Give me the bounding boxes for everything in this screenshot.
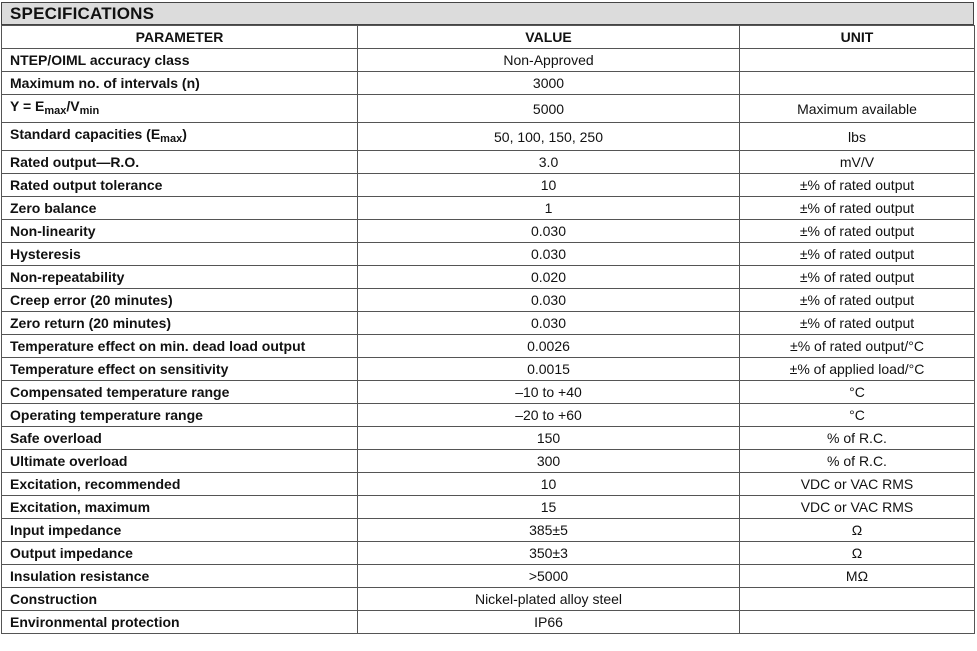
value-cell: 3000	[358, 72, 740, 95]
value-cell: 0.030	[358, 289, 740, 312]
table-row	[2, 243, 975, 266]
specifications-table	[1, 25, 975, 634]
value-cell: >5000	[358, 565, 740, 588]
table-row	[2, 123, 975, 151]
unit-cell	[740, 49, 975, 72]
value-cell: 150	[358, 427, 740, 450]
parameter-cell: Temperature effect on sensitivity	[2, 358, 358, 381]
header-value: VALUE	[358, 26, 740, 49]
value-cell: 15	[358, 496, 740, 519]
value-cell: Nickel-plated alloy steel	[358, 588, 740, 611]
unit-cell: ±% of rated output	[740, 312, 975, 335]
unit-cell: ±% of rated output	[740, 266, 975, 289]
table-row	[2, 335, 975, 358]
parameter-cell: Operating temperature range	[2, 404, 358, 427]
unit-cell: VDC or VAC RMS	[740, 473, 975, 496]
value-cell: –10 to +40	[358, 381, 740, 404]
unit-cell: ±% of rated output	[740, 197, 975, 220]
parameter-cell: Input impedance	[2, 519, 358, 542]
parameter-cell	[2, 123, 358, 151]
section-title: SPECIFICATIONS	[1, 2, 974, 25]
parameter-cell: Ultimate overload	[2, 450, 358, 473]
unit-cell: ±% of rated output	[740, 289, 975, 312]
parameter-cell: Zero balance	[2, 197, 358, 220]
unit-cell	[740, 611, 975, 634]
value-cell: 0.0026	[358, 335, 740, 358]
value-cell: 0.020	[358, 266, 740, 289]
value-cell: 1	[358, 197, 740, 220]
unit-cell: MΩ	[740, 565, 975, 588]
value-cell: 10	[358, 473, 740, 496]
value-cell: 0.030	[358, 220, 740, 243]
subscript-text: max	[160, 133, 183, 145]
value-cell: –20 to +60	[358, 404, 740, 427]
unit-cell	[740, 72, 975, 95]
table-row	[2, 496, 975, 519]
parameter-cell: Non-linearity	[2, 220, 358, 243]
table-row	[2, 565, 975, 588]
unit-cell: % of R.C.	[740, 450, 975, 473]
value-cell: 0.030	[358, 243, 740, 266]
table-body	[2, 49, 975, 634]
table-row	[2, 542, 975, 565]
header-parameter: PARAMETER	[2, 26, 358, 49]
parameter-cell: Construction	[2, 588, 358, 611]
parameter-cell: Non-repeatability	[2, 266, 358, 289]
table-row	[2, 174, 975, 197]
unit-cell: Ω	[740, 519, 975, 542]
unit-cell: °C	[740, 404, 975, 427]
value-cell: Non-Approved	[358, 49, 740, 72]
value-cell: 385±5	[358, 519, 740, 542]
unit-cell: mV/V	[740, 151, 975, 174]
parameter-cell: Output impedance	[2, 542, 358, 565]
table-row	[2, 95, 975, 123]
value-cell: 350±3	[358, 542, 740, 565]
table-row	[2, 289, 975, 312]
table-row	[2, 312, 975, 335]
table-row	[2, 588, 975, 611]
parameter-cell: Rated output tolerance	[2, 174, 358, 197]
table-row	[2, 197, 975, 220]
table-row	[2, 404, 975, 427]
subscript-text: max	[44, 105, 67, 117]
table-row	[2, 450, 975, 473]
value-cell: 5000	[358, 95, 740, 123]
value-cell: 300	[358, 450, 740, 473]
specifications-sheet	[1, 2, 974, 634]
parameter-text: /V	[66, 98, 80, 114]
unit-cell: °C	[740, 381, 975, 404]
parameter-cell: Excitation, maximum	[2, 496, 358, 519]
parameter-cell: Zero return (20 minutes)	[2, 312, 358, 335]
header-unit: UNIT	[740, 26, 975, 49]
value-cell: 0.0015	[358, 358, 740, 381]
parameter-cell: Excitation, recommended	[2, 473, 358, 496]
parameter-text: )	[182, 126, 187, 142]
table-row	[2, 427, 975, 450]
subscript-text: min	[79, 105, 100, 117]
parameter-cell: Rated output—R.O.	[2, 151, 358, 174]
value-cell: IP66	[358, 611, 740, 634]
table-row	[2, 220, 975, 243]
parameter-text: Y = E	[10, 98, 45, 114]
parameter-cell: NTEP/OIML accuracy class	[2, 49, 358, 72]
parameter-cell: Maximum no. of intervals (n)	[2, 72, 358, 95]
parameter-cell	[2, 95, 358, 123]
parameter-cell: Compensated temperature range	[2, 381, 358, 404]
table-row	[2, 473, 975, 496]
parameter-cell: Hysteresis	[2, 243, 358, 266]
unit-cell: ±% of rated output	[740, 220, 975, 243]
unit-cell: VDC or VAC RMS	[740, 496, 975, 519]
value-cell: 10	[358, 174, 740, 197]
table-row	[2, 266, 975, 289]
value-cell: 0.030	[358, 312, 740, 335]
table-header-row	[2, 26, 975, 49]
table-row	[2, 519, 975, 542]
unit-cell	[740, 588, 975, 611]
value-cell: 3.0	[358, 151, 740, 174]
unit-cell: Maximum available	[740, 95, 975, 123]
unit-cell: Ω	[740, 542, 975, 565]
unit-cell: ±% of rated output/°C	[740, 335, 975, 358]
value-cell: 50, 100, 150, 250	[358, 123, 740, 151]
parameter-cell: Temperature effect on min. dead load output	[2, 335, 358, 358]
table-row	[2, 49, 975, 72]
unit-cell: ±% of rated output	[740, 243, 975, 266]
table-row	[2, 381, 975, 404]
unit-cell: ±% of applied load/°C	[740, 358, 975, 381]
unit-cell: % of R.C.	[740, 427, 975, 450]
parameter-text: Standard capacities (E	[10, 126, 161, 142]
unit-cell: ±% of rated output	[740, 174, 975, 197]
parameter-cell: Insulation resistance	[2, 565, 358, 588]
parameter-cell: Safe overload	[2, 427, 358, 450]
table-row	[2, 358, 975, 381]
table-row	[2, 611, 975, 634]
parameter-cell: Creep error (20 minutes)	[2, 289, 358, 312]
unit-cell: lbs	[740, 123, 975, 151]
table-row	[2, 72, 975, 95]
table-row	[2, 151, 975, 174]
parameter-cell: Environmental protection	[2, 611, 358, 634]
